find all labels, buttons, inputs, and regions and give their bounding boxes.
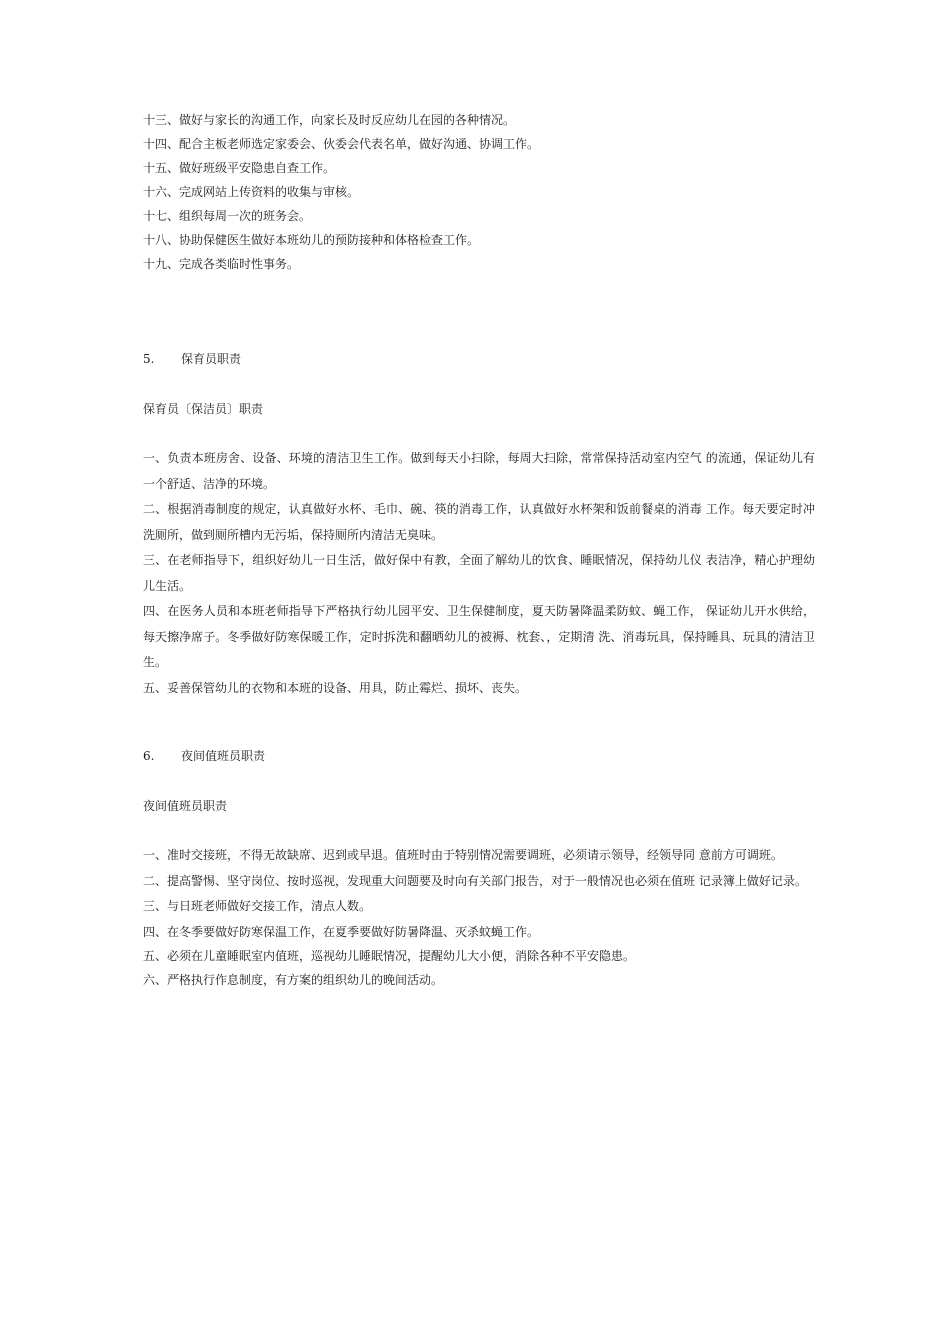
list-item: 五、必须在儿童睡眠室内值班，巡视幼儿睡眠情况，提醒幼儿大小便，消除各种不平安隐患。 bbox=[143, 948, 636, 963]
list-item: 二、提高警惕、坚守岗位、按时巡视，发现重大问题要及时向有关部门报告，对于一般情况也必须在值班 记录簿上做好记录。 bbox=[143, 873, 807, 888]
duty-list bbox=[143, 843, 815, 992]
section-subtitle bbox=[143, 399, 815, 419]
list-item: 十四、配合主板老师选定家委会、伙委会代表名单，做好沟通、协调工作。 bbox=[143, 137, 540, 151]
subtitle-text: 夜间值班员职责 bbox=[143, 799, 228, 813]
list-item: 四、在冬季要做好防寒保温工作，在夏季要做好防暑降温、灭杀蚊蝇工作。 bbox=[143, 924, 540, 939]
list-item: 五、妥善保管幼儿的衣物和本班的设备、用具，防止霉烂、损坏、丧失。 bbox=[143, 680, 528, 695]
list-item: 三、在老师指导下，组织好幼儿一日生活，做好保中有教，全面了解幼儿的饮食、睡眠情况，保持幼儿仪 表洁净，精心护理幼儿生活。 bbox=[143, 553, 815, 593]
section-heading bbox=[143, 746, 815, 766]
section-heading bbox=[143, 349, 815, 369]
list-item: 十三、做好与家长的沟通工作，向家长及时反应幼儿在园的各种情况。 bbox=[143, 113, 516, 127]
section-title: 夜间值班员职责 bbox=[181, 749, 266, 763]
subtitle-text: 保育员〔保洁员〕职责 bbox=[143, 402, 264, 416]
list-item: 十五、做好班级平安隐患自查工作。 bbox=[143, 161, 336, 175]
list-item: 四、在医务人员和本班老师指导下严格执行幼儿园平安、卫生保健制度，夏天防暑降温柔防蚊、蝇工作， 保证幼儿开水供给，每天擦净席子。冬季做好防寒保暖工作，定时拆洗和翻晒幼儿的被褥、枕套、，定期清 洗、消毒玩具，保持睡具、玩具的清洁卫生。 bbox=[143, 604, 815, 669]
list-item: 三、与日班老师做好交接工作，清点人数。 bbox=[143, 899, 372, 913]
list-item: 十九、完成各类临时性事务。 bbox=[143, 257, 300, 271]
list-item: 十六、完成网站上传资料的收集与审核。 bbox=[143, 185, 360, 199]
section-subtitle bbox=[143, 796, 815, 816]
list-item: 一、负责本班房舍、设备、环境的清洁卫生工作。做到每天小扫除，每周大扫除，常常保持活动室内空气 的流通，保证幼儿有一个舒适、洁净的环境。 bbox=[143, 451, 815, 491]
list-item: 十八、协助保健医生做好本班幼儿的预防接种和体格检查工作。 bbox=[143, 233, 480, 247]
duty-list bbox=[143, 446, 815, 701]
list-item: 十七、组织每周一次的班务会。 bbox=[143, 209, 312, 223]
section-title: 保育员职责 bbox=[181, 352, 242, 366]
duty-list-continued bbox=[143, 108, 815, 276]
list-item: 一、准时交接班，不得无故缺席、迟到或早退。值班时由于特别情况需要调班，必须请示领导，经领导同 意前方可调班。 bbox=[143, 848, 783, 862]
list-item: 二、根据消毒制度的规定，认真做好水杯、毛巾、碗、筷的消毒工作，认真做好水杯架和饭前餐桌的消毒 工作。每天要定时冲洗厕所，做到厕所槽内无污垢，保持厕所内清洁无臭味。 bbox=[143, 502, 815, 542]
list-item: 六、严格执行作息制度，有方案的组织幼儿的晚间活动。 bbox=[143, 972, 444, 987]
section-number: 5. bbox=[143, 352, 155, 366]
section-number: 6. bbox=[143, 749, 155, 763]
